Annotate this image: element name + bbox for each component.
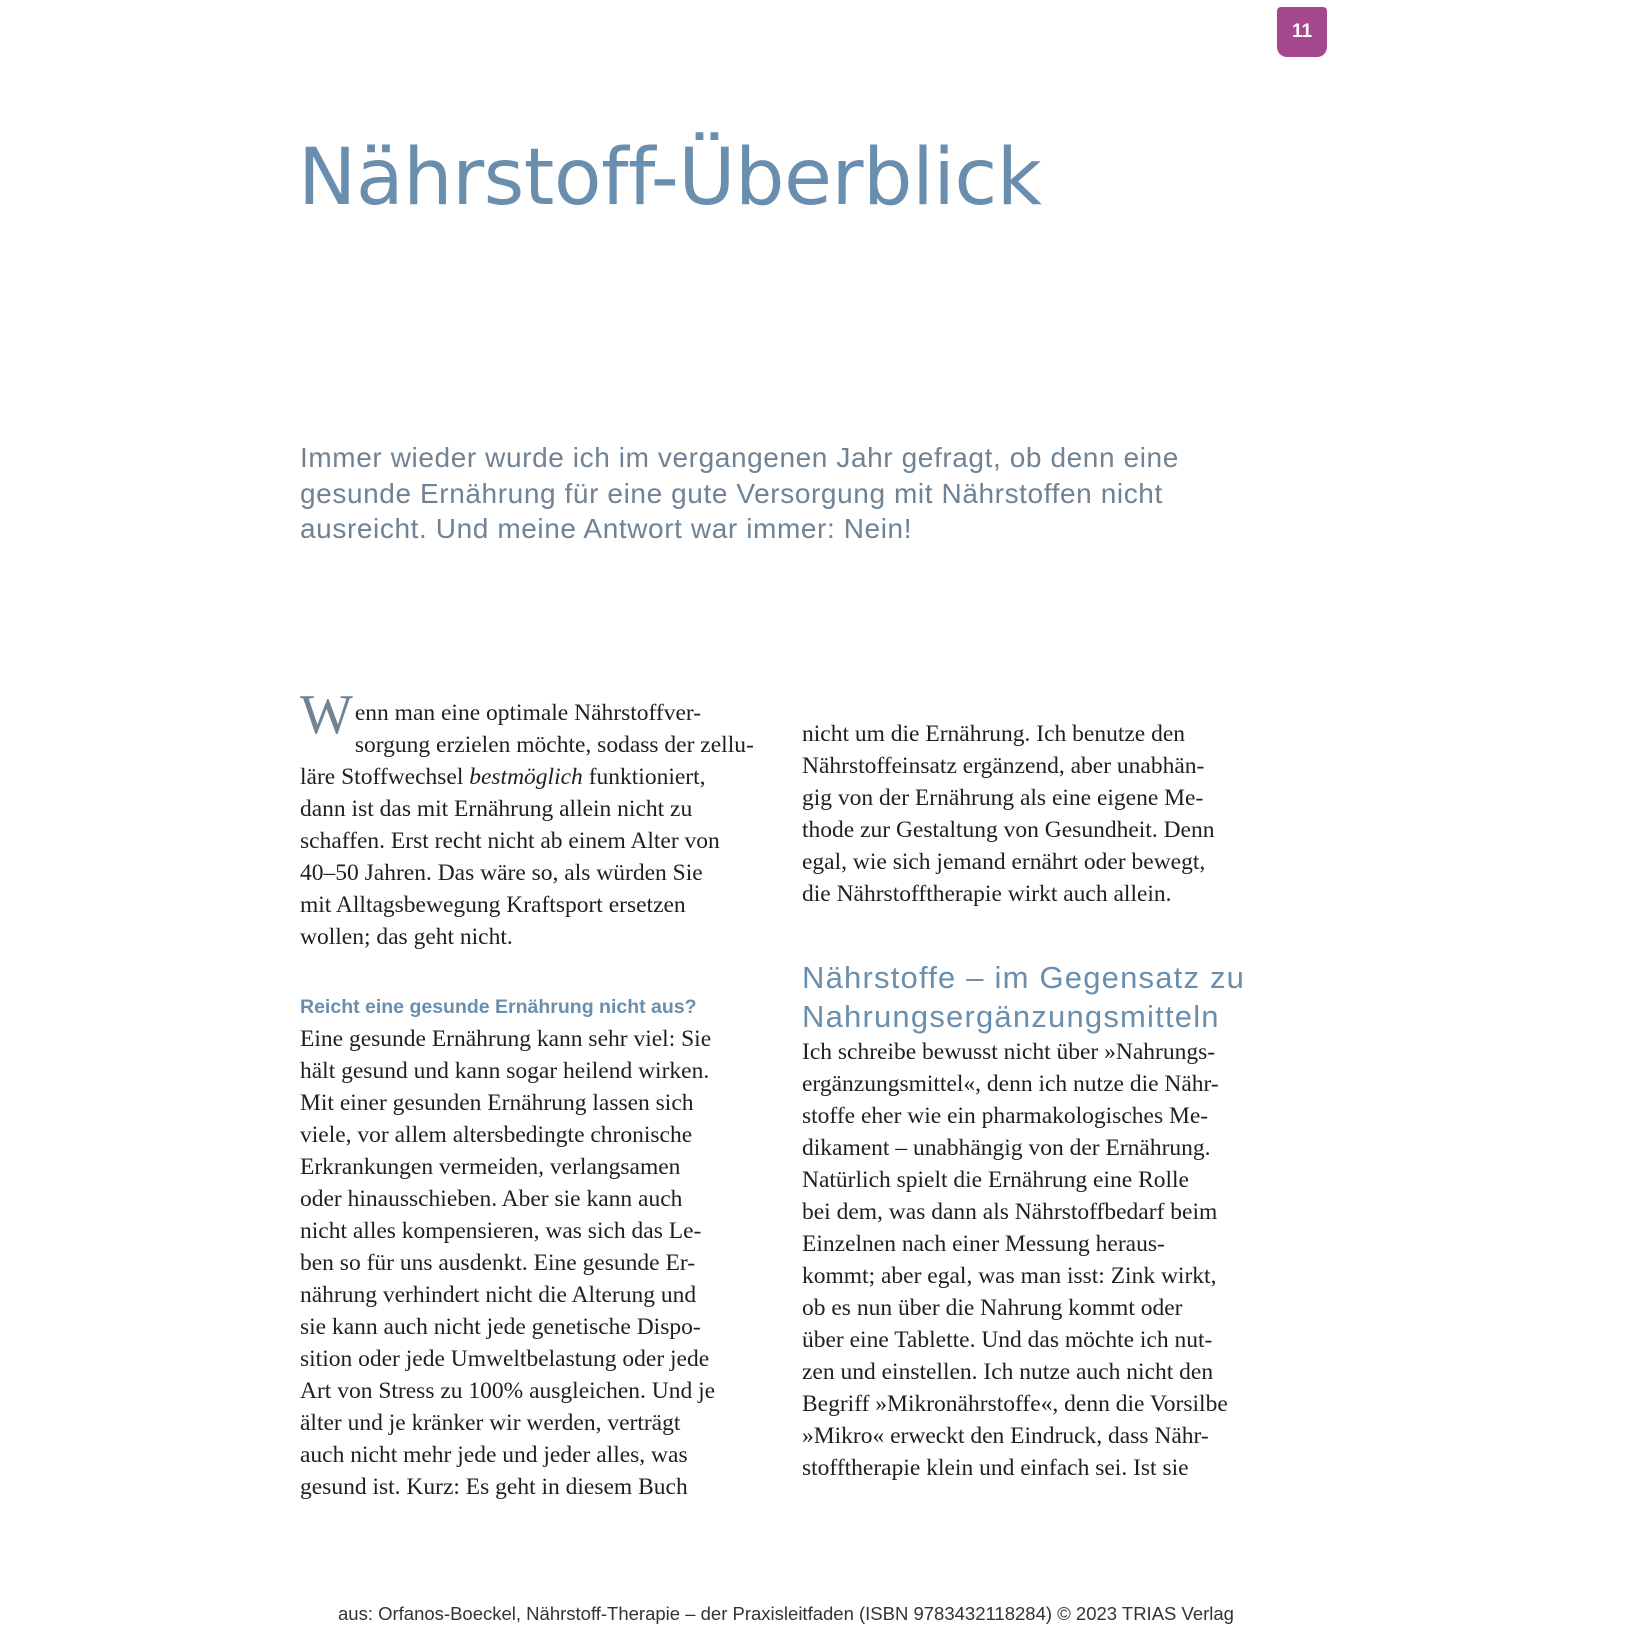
text-line: nicht alles kompensieren, was sich das Le-	[300, 1218, 702, 1244]
lead-line: gesunde Ernährung für eine gute Versorgung mit Nährstoffen nicht	[300, 477, 1163, 509]
text-line: stofftherapie klein und einfach sei. Ist sie	[802, 1455, 1189, 1481]
text-line: wollen; das geht nicht.	[300, 924, 513, 950]
text-line: mit Alltagsbewegung Kraftsport ersetzen	[300, 892, 686, 918]
text-line: auch nicht mehr jede und jeder alles, was	[300, 1442, 688, 1468]
text-line: nicht um die Ernährung. Ich benutze den	[802, 721, 1186, 747]
section-heading	[802, 958, 1262, 1036]
text-line: sition oder jede Umweltbelastung oder jede	[300, 1346, 710, 1372]
continuation-paragraph	[802, 718, 1262, 910]
text-line: egal, wie sich jemand ernährt oder bewegt,	[802, 849, 1206, 875]
lead-line: Immer wieder wurde ich im vergangenen Jahr gefragt, ob denn eine	[300, 442, 1179, 473]
text-line	[300, 761, 760, 793]
lead-line: ausreicht. Und meine Antwort war immer: Nein!	[300, 513, 913, 544]
heading-line: Nährstoffe – im Gegensatz zu	[802, 960, 1246, 995]
text-line: Eine gesunde Ernährung kann sehr viel: Sie	[300, 1026, 712, 1052]
text-line: Mit einer gesunden Ernährung lassen sich	[300, 1090, 694, 1116]
text-line: ben so für uns ausdenkt. Eine gesunde Er-	[300, 1250, 696, 1276]
text-line: schaffen. Erst recht nicht ab einem Alter von	[300, 828, 720, 854]
text-line: dikament – unabhängig von der Ernährung.	[802, 1135, 1211, 1161]
left-column	[300, 684, 760, 1503]
text-line: Art von Stress zu 100% ausgleichen. Und je	[300, 1378, 716, 1404]
right-column	[802, 718, 1262, 1484]
text-line: enn man eine optimale Nährstoffver-	[354, 700, 702, 726]
text-line: hält gesund und kann sogar heilend wirken.	[300, 1058, 710, 1084]
text-span: funktioniert,	[582, 764, 706, 790]
text-line: sorgung erzielen möchte, sodass der zellu-	[354, 732, 754, 758]
text-line: viele, vor allem altersbedingte chronische	[300, 1122, 693, 1148]
text-line: 40–50 Jahren. Das wäre so, als würden Sie	[300, 860, 703, 886]
text-line: »Mikro« erweckt den Eindruck, dass Nähr-	[802, 1423, 1209, 1449]
text-line: Natürlich spielt die Ernährung eine Rolle	[802, 1167, 1189, 1193]
heading-line: Nahrungsergänzungsmitteln	[802, 999, 1220, 1034]
text-line: Einzelnen nach einer Messung heraus-	[802, 1231, 1165, 1257]
page-number-badge: 11	[1277, 7, 1327, 57]
text-line: Erkrankungen vermeiden, verlangsamen	[300, 1154, 681, 1180]
text-line: die Nährstofftherapie wirkt auch allein.	[802, 881, 1172, 907]
text-line: bei dem, was dann als Nährstoffbedarf beim	[802, 1199, 1218, 1225]
text-line: nährung verhindert nicht die Alterung und	[300, 1282, 697, 1308]
text-line: gig von der Ernährung als eine eigene Me-	[802, 785, 1204, 811]
page-title: Nährstoff-Überblick	[298, 133, 1042, 223]
text-line: gesund ist. Kurz: Es geht in diesem Buch	[300, 1474, 688, 1500]
text-line: ob es nun über die Nahrung kommt oder	[802, 1295, 1183, 1321]
copyright-footer: aus: Orfanos-Boeckel, Nährstoff-Therapie – der Praxisleitfaden (ISBN 9783432118284) © 2023 TRIAS Verlag	[338, 1603, 1234, 1624]
section-paragraph	[802, 1036, 1262, 1484]
text-line: ergänzungsmittel«, denn ich nutze die Nähr-	[802, 1071, 1219, 1097]
text-line: Ich schreibe bewusst nicht über »Nahrungs-	[802, 1039, 1216, 1065]
text-line: über eine Tablette. Und das möchte ich nut-	[802, 1327, 1213, 1353]
text-line: thode zur Gestaltung von Gesundheit. Denn	[802, 817, 1215, 843]
text-line: dann ist das mit Ernährung allein nicht zu	[300, 796, 693, 822]
text-line: Nährstoffeinsatz ergänzend, aber unabhän-	[802, 753, 1205, 779]
text-line: Begriff »Mikronährstoffe«, denn die Vorsilbe	[802, 1391, 1228, 1417]
text-span: läre Stoffwechsel	[300, 764, 470, 790]
text-line: stoffe eher wie ein pharmakologisches Me-	[802, 1103, 1209, 1129]
body-paragraph	[300, 1023, 760, 1503]
emphasis-text: bestmöglich	[469, 764, 583, 790]
drop-cap: W	[300, 684, 353, 746]
text-line: oder hinausschieben. Aber sie kann auch	[300, 1186, 683, 1212]
lead-paragraph	[300, 440, 1260, 547]
intro-paragraph	[300, 684, 760, 953]
text-line: kommt; aber egal, was man isst: Zink wirkt,	[802, 1263, 1217, 1289]
subheading: Reicht eine gesunde Ernährung nicht aus?	[300, 996, 697, 1018]
text-line: zen und einstellen. Ich nutze auch nicht den	[802, 1359, 1214, 1385]
text-line: sie kann auch nicht jede genetische Dispo-	[300, 1314, 701, 1340]
text-line: älter und je kränker wir werden, verträgt	[300, 1410, 681, 1436]
